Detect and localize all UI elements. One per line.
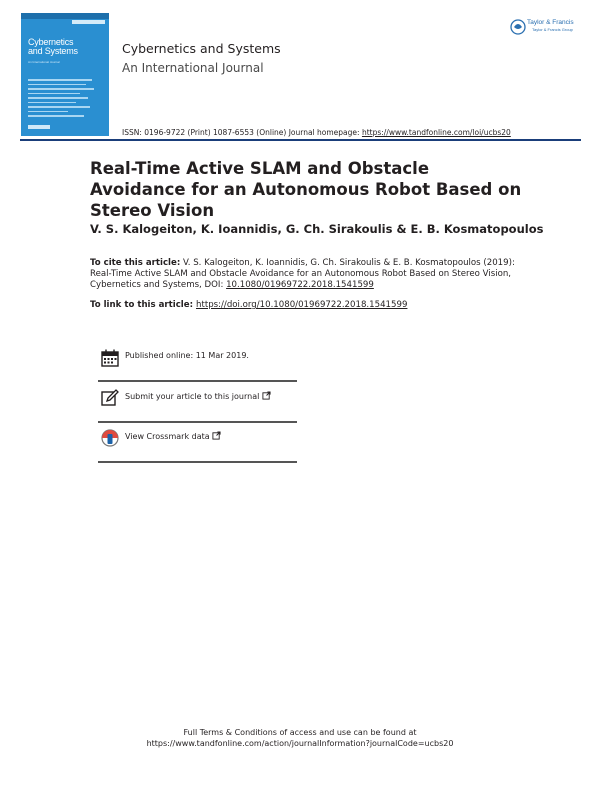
crossmark-label: View Crossmark data bbox=[125, 432, 210, 441]
journal-cover bbox=[21, 13, 109, 136]
journal-subtitle: An International Journal bbox=[122, 61, 264, 75]
citation-label: To cite this article: bbox=[90, 258, 181, 268]
journal-title: Cybernetics and Systems bbox=[122, 41, 281, 56]
cover-subtitle: An International Journal bbox=[28, 60, 60, 64]
cover-title bbox=[28, 38, 78, 56]
doi-link[interactable]: 10.1080/01969722.2018.1541599 bbox=[226, 280, 374, 291]
citation-block bbox=[90, 258, 530, 292]
row-divider bbox=[98, 461, 297, 463]
issn-text: ISSN: 0196-9722 (Print) 1087-6553 (Online) Journal homepage: bbox=[122, 128, 362, 137]
submit-article-row[interactable] bbox=[98, 385, 297, 413]
crossmark-row[interactable] bbox=[98, 425, 297, 453]
external-link-icon bbox=[212, 431, 221, 440]
crossmark-link[interactable] bbox=[125, 431, 221, 441]
footer-terms-url[interactable]: https://www.tandfonline.com/action/journalInformation?journalCode=ucbs20 bbox=[146, 739, 454, 748]
cover-contents-lines bbox=[28, 79, 98, 120]
submit-article-link[interactable] bbox=[125, 391, 271, 401]
footer bbox=[0, 727, 600, 749]
cover-title-line1: Cybernetics bbox=[28, 37, 74, 47]
calendar-icon bbox=[100, 348, 120, 368]
row-divider bbox=[98, 380, 297, 382]
publisher-name: Taylor & Francis bbox=[527, 19, 574, 26]
citation-text: V. S. Kalogeiton, K. Ioannidis, G. Ch. Sirakoulis & E. B. Kosmatopoulos (2019): Real-Time Active SLAM and Obstacle Avoidance for an Autonomous Robot Based on Stereo Vision, Cybernetics and Systems, DOI: bbox=[90, 258, 515, 291]
edit-icon bbox=[100, 388, 120, 408]
external-link-icon bbox=[262, 391, 271, 400]
issn-line bbox=[122, 128, 511, 137]
article-link[interactable]: https://doi.org/10.1080/01969722.2018.1541599 bbox=[196, 300, 408, 310]
journal-homepage-link[interactable]: https://www.tandfonline.com/loi/ucbs20 bbox=[361, 128, 511, 137]
cover-top-bar bbox=[21, 13, 109, 19]
published-row bbox=[98, 345, 297, 373]
published-date: Published online: 11 Mar 2019. bbox=[125, 351, 249, 360]
link-line bbox=[90, 300, 407, 310]
article-title: Real-Time Active SLAM and Obstacle Avoidance for an Autonomous Robot Based on Stereo Vision bbox=[90, 159, 522, 220]
submit-article-label: Submit your article to this journal bbox=[125, 392, 260, 401]
crossmark-icon bbox=[100, 428, 120, 448]
header-rule bbox=[20, 139, 581, 141]
cover-title-line2: and Systems bbox=[28, 46, 78, 56]
cover-publisher-logo bbox=[28, 125, 50, 129]
footer-terms: Full Terms & Conditions of access and use can be found at bbox=[183, 728, 417, 737]
row-divider bbox=[98, 421, 297, 423]
article-authors: V. S. Kalogeiton, K. Ioannidis, G. Ch. Sirakoulis & E. B. Kosmatopoulos bbox=[90, 222, 544, 236]
publisher-tagline: Taylor & Francis Group bbox=[532, 27, 573, 32]
link-label: To link to this article: bbox=[90, 300, 197, 310]
cover-tag bbox=[72, 20, 105, 24]
